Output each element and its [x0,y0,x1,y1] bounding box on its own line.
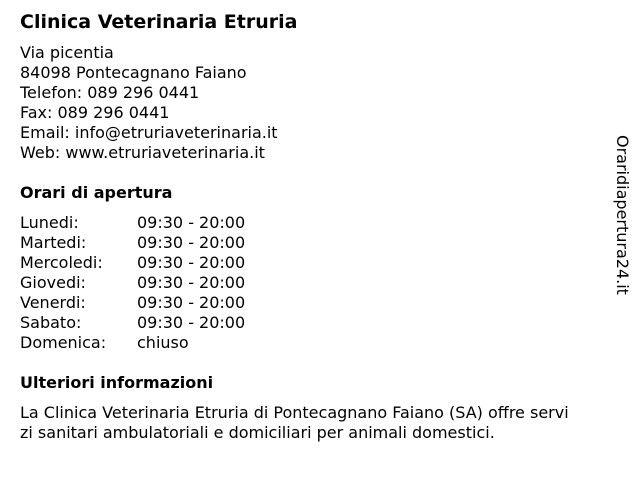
hours-value: 09:30 - 20:00 [137,213,246,232]
more-info-line: La Clinica Veterinaria Etruria di Pontecagnano Faiano (SA) offre servi [20,403,569,422]
hours-value: 09:30 - 20:00 [137,313,246,332]
hours-row-wednesday [20,253,320,273]
website-address: Web: www.etruriaveterinaria.it [20,143,265,162]
fax-number: Fax: 089 296 0441 [20,103,170,122]
hours-row-monday [20,213,320,233]
hours-value: 09:30 - 20:00 [137,233,246,252]
hours-value: chiuso [137,333,189,352]
hours-row-thursday [20,273,320,293]
hours-row-sunday [20,333,320,353]
more-info-line: zi sanitari ambulatoriali e domiciliari per animali domestici. [20,423,495,442]
opening-hours-table [20,213,320,353]
hours-row-tuesday [20,233,320,253]
day-label: Giovedi: [20,273,86,292]
more-info-heading: Ulteriori informazioni [20,373,214,392]
day-label: Mercoledi: [20,253,103,272]
day-label: Lunedi: [20,213,79,232]
watermark [612,135,632,310]
hours-row-friday [20,293,320,313]
day-label: Venerdi: [20,293,86,312]
contact-block [20,43,278,163]
watermark-text: Oraridiapertura24.it [613,135,632,295]
opening-hours-heading: Orari di apertura [20,183,173,202]
hours-row-saturday [20,313,320,333]
day-label: Sabato: [20,313,82,332]
email-address: Email: info@etruriaveterinaria.it [20,123,278,142]
address-city: 84098 Pontecagnano Faiano [20,63,247,82]
hours-value: 09:30 - 20:00 [137,293,246,312]
phone-number: Telefon: 089 296 0441 [20,83,200,102]
day-label: Domenica: [20,333,107,352]
address-street: Via picentia [20,43,114,62]
hours-value: 09:30 - 20:00 [137,273,246,292]
hours-value: 09:30 - 20:00 [137,253,246,272]
more-info-text [20,403,620,443]
clinic-name: Clinica Veterinaria Etruria [20,11,298,33]
day-label: Martedi: [20,233,87,252]
